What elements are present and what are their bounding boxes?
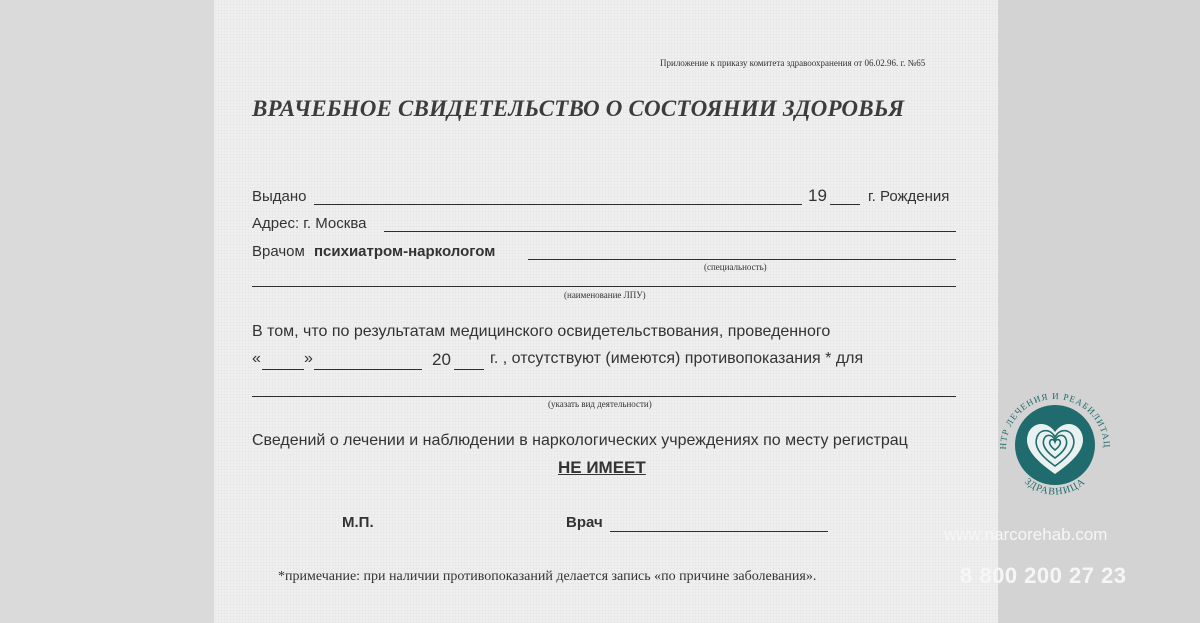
doctor-sign-line	[610, 531, 828, 532]
exam-text-1: В том, что по результатам медицинского освидетельствования, проведенного	[252, 323, 831, 340]
stamp-label: М.П.	[342, 514, 374, 531]
birth-year-line	[830, 204, 860, 205]
birth-year-prefix: 19	[808, 186, 827, 205]
activity-line	[252, 396, 956, 397]
no-records-text: НЕ ИМЕЕТ	[558, 458, 646, 477]
website-link[interactable]: www.narcorehab.com	[944, 525, 1108, 544]
phone-number[interactable]: 8 800 200 27 23	[960, 563, 1127, 588]
logo-graphic	[992, 382, 1118, 508]
doctor-sign-label: Врач	[566, 514, 603, 531]
exam-year-line	[454, 369, 484, 370]
exam-quote-open: «	[252, 350, 261, 367]
birth-label: г. Рождения	[868, 188, 950, 205]
footnote: *примечание: при наличии противопоказаний делается запись «по причине заболевания».	[278, 569, 817, 584]
issued-name-line	[314, 204, 802, 205]
activity-caption: (указать вид деятельности)	[548, 399, 652, 409]
address-line	[384, 231, 956, 232]
logo-name: ЗДРАВНИЦА	[1022, 476, 1088, 498]
records-text: Сведений о лечении и наблюдении в наркологических учреждениях по месту регистрац	[252, 432, 908, 449]
document-title: ВРАЧЕБНОЕ СВИДЕТЕЛЬСТВО О СОСТОЯНИИ ЗДОРОВЬЯ	[252, 96, 905, 121]
exam-quote-close: »	[304, 350, 313, 367]
exam-text-2: г. , отсутствуют (имеются) противопоказания * для	[490, 350, 864, 367]
lpu-line	[252, 286, 956, 287]
logo-ring-text: НТР ЛЕЧЕНИЯ И РЕАБИЛИТАЦ	[997, 390, 1113, 450]
lpu-caption: (наименование ЛПУ)	[564, 290, 646, 300]
issued-label: Выдано	[252, 188, 307, 205]
background-left	[0, 0, 214, 623]
exam-month-line	[314, 369, 422, 370]
order-note: Приложение к приказу комитета здравоохранения от 06.02.96. г. №65	[660, 58, 926, 68]
certificate-paper	[214, 0, 998, 623]
doctor-specialty: психиатром-наркологом	[314, 243, 496, 260]
specialty-caption: (специальность)	[704, 262, 767, 272]
zdravnitsa-logo	[992, 382, 1118, 508]
exam-day-line	[262, 369, 304, 370]
doctor-line	[528, 259, 956, 260]
doctor-label: Врачом	[252, 243, 305, 260]
exam-year-prefix: 20	[432, 350, 451, 369]
address-label: Адрес: г. Москва	[252, 215, 367, 232]
